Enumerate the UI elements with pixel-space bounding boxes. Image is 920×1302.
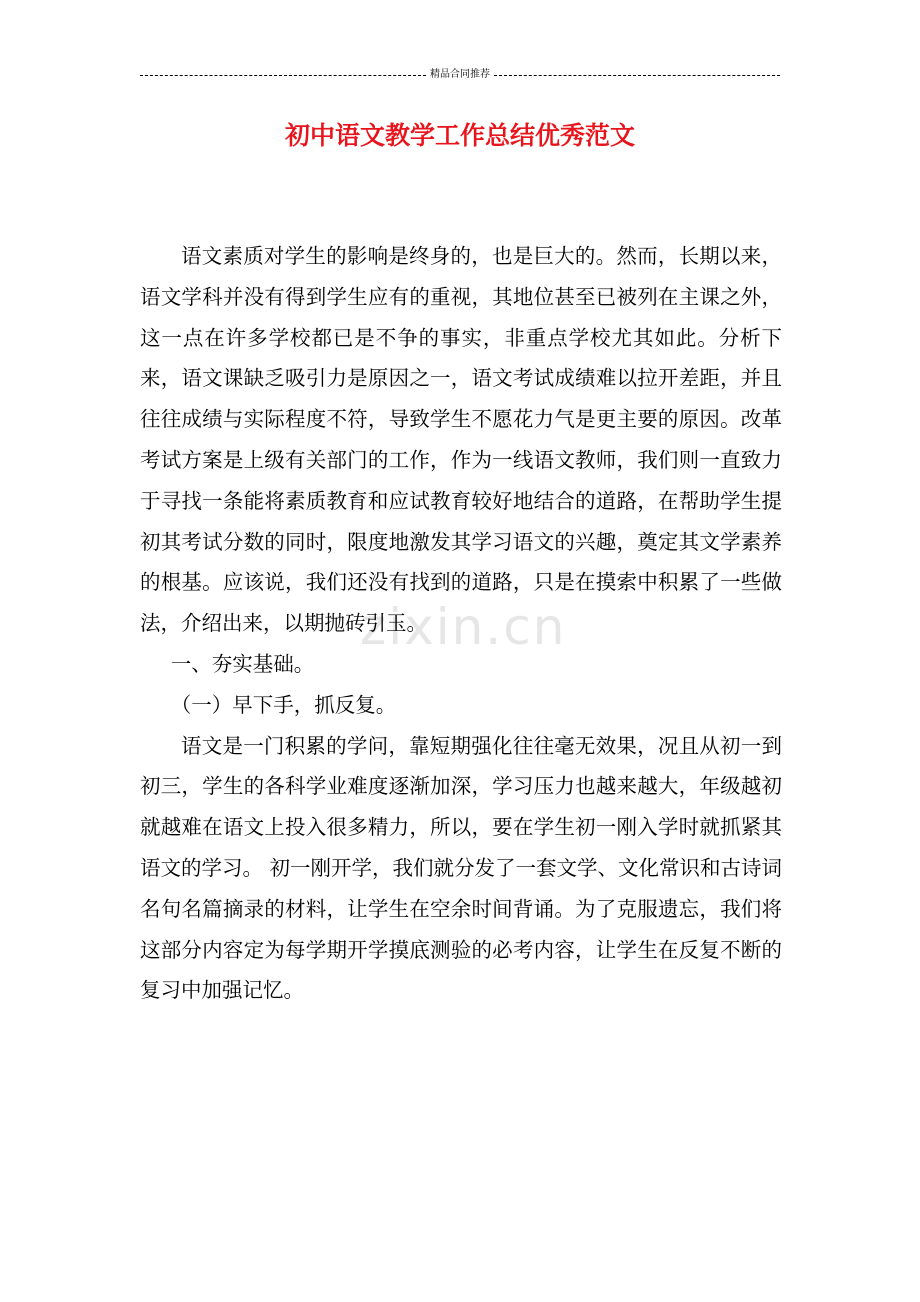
watermark: zixin.cn <box>360 598 567 656</box>
header-dashes-left <box>140 75 426 76</box>
header-dashes-right <box>494 75 780 76</box>
subsection-heading: （一）早下手，抓反复。 <box>170 692 397 717</box>
header-label: 精品合同推荐 <box>430 69 490 80</box>
section-heading: 一、夯实基础。 <box>170 651 315 676</box>
document-body <box>140 236 782 1011</box>
header-rule <box>140 68 780 82</box>
document-title: 初中语文教学工作总结优秀范文 <box>284 121 635 150</box>
paragraph-intro: 语文素质对学生的影响是终身的，也是巨大的。然而，长期以来，语文学科并没有得到学生应有的重视，其地位甚至已被列在主课之外，这一点在许多学校都已是不争的事实，非重点学校尤其如此。分析下来，语文课缺乏吸引力是原因之一，语文考试成绩难以拉开差距，并且往往成绩与实际程度不符，导致学生不愿花力气是更主要的原因。改革考试方案是上级有关部门的工作，作为一线语文教师，我们则一直致力于寻找一条能将素质教育和应试教育较好地结合的道路，在帮助学生提初其考试分数的同时，限度地激发其学习语文的兴趣，奠定其文学素养的根基。应该说，我们还没有找到的道路，只是在摸索中积累了一些做法，介绍出来，以期抛砖引玉。 <box>140 244 782 636</box>
paragraph-accumulation: 语文是一门积累的学问，靠短期强化往往毫无效果，况且从初一到初三，学生的各科学业难度逐渐加深，学习压力也越来越大，年级越初就越难在语文上投入很多精力，所以，要在学生初一刚入学时就抓紧其语文的学习。 初一刚开学，我们就分发了一套文学、文化常识和古诗词名句名篇摘录的材料，让学生在空余时间背诵。为了克服遗忘，我们将这部分内容定为每学期开学摸底测验的必考内容，让学生在反复不断的复习中加强记忆。 <box>140 733 783 1003</box>
